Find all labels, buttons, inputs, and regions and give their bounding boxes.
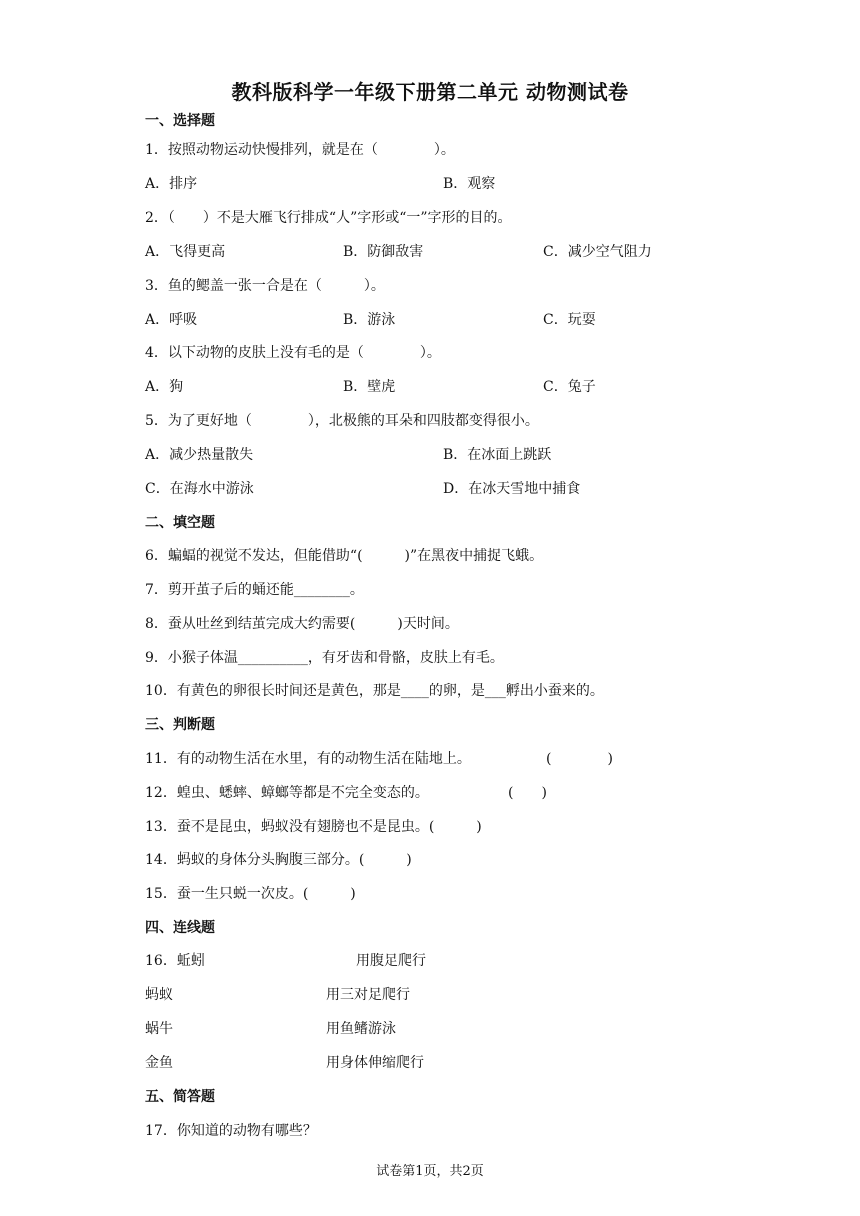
q4-option-c: C．兔子 — [543, 379, 596, 395]
question-4: 4．以下动物的皮肤上没有毛的是（ ）。 — [145, 345, 441, 361]
section-heading-fill: 二、填空题 — [145, 515, 215, 531]
q3-option-b: B．游泳 — [343, 312, 396, 328]
question-6: 6．蝙蝠的视觉不发达，但能借助“( )”在黑夜中捕捉飞蛾。 — [145, 548, 544, 564]
section-heading-short-answer: 五、简答题 — [145, 1089, 215, 1105]
question-10: 10．有黄色的卵很长时间还是黄色，那是____的卵，是___孵出小蚕来的。 — [145, 683, 604, 699]
q5-option-c: C．在海水中游泳 — [145, 481, 254, 497]
section-heading-match: 四、连线题 — [145, 920, 215, 936]
match-right-item: 用三对足爬行 — [326, 987, 410, 1003]
question-13: 13．蚕不是昆虫，蚂蚁没有翅膀也不是昆虫。( ) — [145, 819, 482, 835]
q2-option-a: A．飞得更高 — [145, 244, 226, 260]
match-left-item: 16．蚯蚓 — [145, 953, 205, 969]
question-3: 3．鱼的鳃盖一张一合是在（ ）。 — [145, 278, 385, 294]
question-17: 17．你知道的动物有哪些？ — [145, 1123, 317, 1139]
match-right-item: 用鱼鳍游泳 — [326, 1021, 396, 1037]
question-5: 5．为了更好地（ ），北极熊的耳朵和四肢都变得很小。 — [145, 413, 539, 429]
q1-option-a: A．排序 — [145, 176, 198, 192]
q4-option-b: B．壁虎 — [343, 379, 396, 395]
question-15: 15．蚕一生只蜕一次皮。( ) — [145, 886, 356, 902]
q4-option-a: A．狗 — [145, 379, 184, 395]
question-7: 7．剪开茧子后的蛹还能________。 — [145, 582, 364, 598]
section-heading-choice: 一、选择题 — [145, 113, 215, 129]
q5-option-b: B．在冰面上跳跃 — [443, 447, 552, 463]
q12-answer-paren: ( ) — [508, 785, 547, 801]
q2-option-b: B．防御敌害 — [343, 244, 424, 260]
match-right-item: 用身体伸缩爬行 — [326, 1055, 424, 1071]
q11-answer-paren: ( ) — [546, 751, 613, 767]
question-14: 14．蚂蚁的身体分头胸腹三部分。( ) — [145, 852, 412, 868]
match-right-item: 用腹足爬行 — [356, 953, 426, 969]
question-8: 8．蚕从吐丝到结茧完成大约需要( )天时间。 — [145, 616, 459, 632]
q1-option-b: B．观察 — [443, 176, 496, 192]
question-2: 2．（ ）不是大雁飞行排成“人”字形或“一”字形的目的。 — [145, 210, 512, 226]
question-12: 12．蝗虫、蟋蟀、蟑螂等都是不完全变态的。 — [145, 785, 429, 801]
page-footer: 试卷第1页，共2页 — [376, 1164, 484, 1179]
question-9: 9．小猴子体温__________，有牙齿和骨骼，皮肤上有毛。 — [145, 650, 504, 666]
question-11: 11．有的动物生活在水里，有的动物生活在陆地上。 — [145, 751, 471, 767]
page-title: 教科版科学一年级下册第二单元 动物测试卷 — [231, 80, 629, 104]
section-heading-judge: 三、判断题 — [145, 717, 215, 733]
q5-option-d: D．在冰天雪地中捕食 — [443, 481, 581, 497]
match-left-item: 金鱼 — [145, 1055, 173, 1071]
q3-option-c: C．玩耍 — [543, 312, 596, 328]
q2-option-c: C．减少空气阻力 — [543, 244, 652, 260]
question-1: 1．按照动物运动快慢排列，就是在（ ）。 — [145, 142, 455, 158]
q5-option-a: A．减少热量散失 — [145, 447, 254, 463]
q3-option-a: A．呼吸 — [145, 312, 198, 328]
match-left-item: 蜗牛 — [145, 1021, 173, 1037]
match-left-item: 蚂蚁 — [145, 987, 173, 1003]
